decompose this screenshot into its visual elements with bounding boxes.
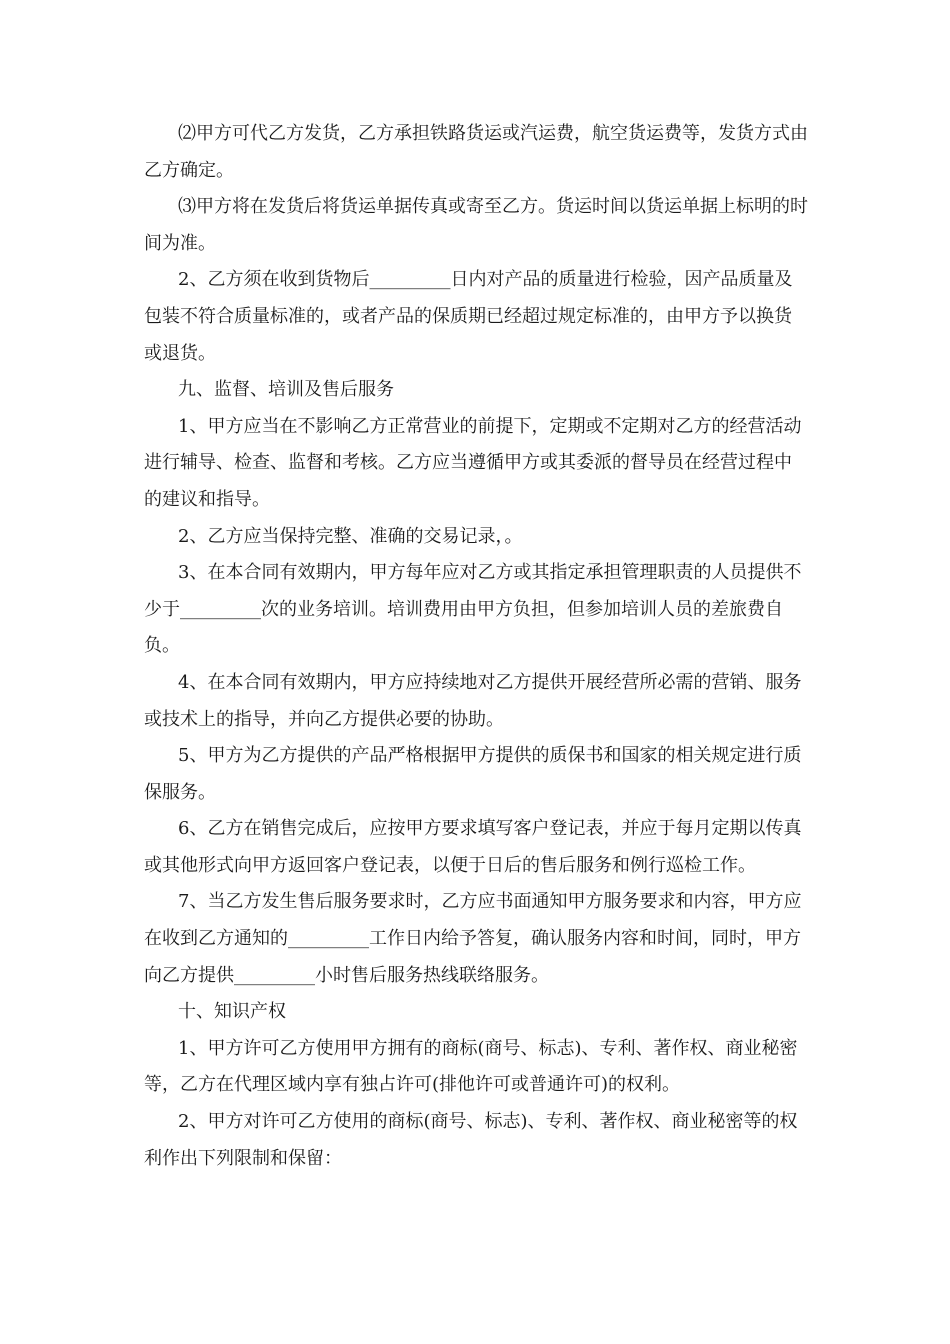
paragraph-customer-registration: 6、乙方在销售完成后，应按甲方要求填写客户登记表，并应于每月定期以传真或其他形式向甲方返回客户登记表，以便于日后的售后服务和例行巡检工作。: [144, 818, 802, 876]
paragraph-license-grant: 1、甲方许可乙方使用甲方拥有的商标(商号、标志)、专利、著作权、商业秘密等，乙方在代理区域内享有独占许可(排他许可或普通许可)的权利。: [144, 1037, 798, 1096]
paragraph-transaction-records: 2、乙方应当保持完整、准确的交易记录，。: [178, 525, 523, 547]
paragraph-supervision-guidance: 1、甲方应当在不影响乙方正常营业的前提下，定期或不定期对乙方的经营活动进行辅导、检查、监督和考核。乙方应当遵循甲方或其委派的督导员在经营过程中的建议和指导。: [144, 415, 802, 510]
paragraph-ongoing-support: 4、在本合同有效期内，甲方应持续地对乙方提供开展经营所必需的营销、服务或技术上的指导，并向乙方提供必要的协助。: [144, 671, 802, 730]
paragraph-shipping-method: ⑵甲方可代乙方发货，乙方承担铁路货运或汽运费，航空货运费等，发货方式由乙方确定。: [144, 123, 808, 181]
section-heading-intellectual-property: 十、知识产权: [178, 1001, 286, 1023]
paragraph-warranty-service: 5、甲方为乙方提供的产品严格根据甲方提供的质保书和国家的相关规定进行质保服务。: [144, 745, 802, 803]
paragraph-shipping-documents: ⑶甲方将在发货后将货运单据传真或寄至乙方。货运时间以货运单据上标明的时间为准。: [144, 196, 808, 254]
paragraph-quality-inspection: 2、乙方须在收到货物后_________日内对产品的质量进行检验，因产品质量及包装不符合质量标准的，或者产品的保质期已经超过规定标准的，由甲方予以换货或退货。: [144, 269, 793, 364]
document-body: [144, 116, 808, 1177]
paragraph-license-restrictions: 2、甲方对许可乙方使用的商标(商号、标志)、专利、著作权、商业秘密等的权利作出下列限制和保留：: [144, 1111, 798, 1169]
section-heading-supervision: 九、监督、培训及售后服务: [178, 379, 394, 401]
paragraph-training: 3、在本合同有效期内，甲方每年应对乙方或其指定承担管理职责的人员提供不少于_________次的业务培训。培训费用由甲方负担，但参加培训人员的差旅费自负。: [144, 562, 802, 657]
paragraph-after-sales-request: 7、当乙方发生售后服务要求时，乙方应书面通知甲方服务要求和内容，甲方应在收到乙方通知的_________工作日内给予答复，确认服务内容和时间，同时，甲方向乙方提供_________小时售后服务热线联络服务。: [144, 891, 802, 986]
